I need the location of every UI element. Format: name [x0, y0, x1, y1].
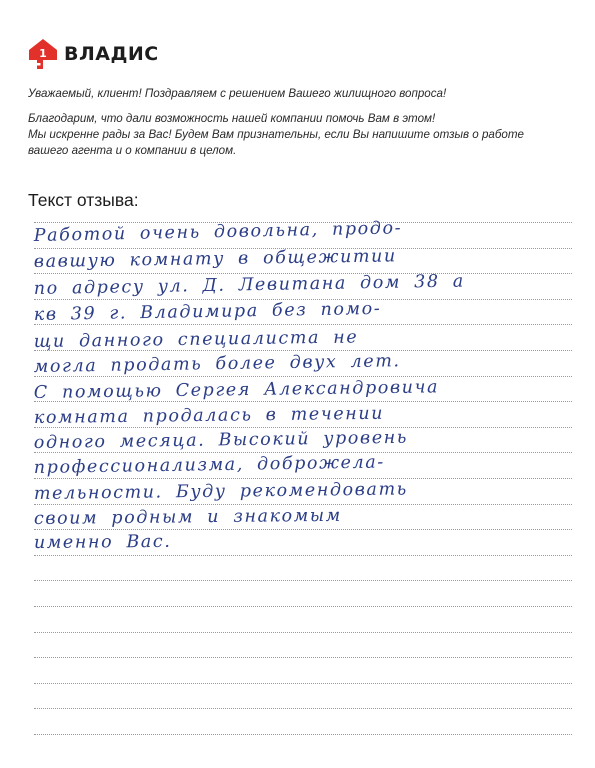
review-line: кв 39 г. Владимира без помо- — [33, 298, 382, 325]
review-line: комната продалась в течении — [33, 403, 385, 428]
review-line: по адресу ул. Д. Левитана дом 38 а — [33, 271, 466, 299]
review-line: одного месяца. Высокий уровень — [33, 427, 409, 453]
review-line: щи данного специалиста не — [33, 327, 359, 352]
review-line: С помощью Сергея Александровича — [33, 377, 440, 403]
review-line: тельности. Буду рекомендовать — [33, 479, 408, 504]
handwritten-review — [34, 0, 572, 768]
review-line: своим родным и знакомым — [33, 505, 342, 529]
intro-request-cont: вашего агента и о компании в целом. — [28, 144, 237, 157]
review-line: вавшую комнату в общежитии — [33, 246, 397, 272]
intro-thanks: Благодарим, что дали возможность нашей компании помочь Вам в этом! — [28, 112, 436, 125]
brand-name: ВЛАДИС — [64, 43, 159, 65]
review-line: именно Вас. — [33, 531, 172, 553]
review-heading: Текст отзыва: — [28, 190, 139, 210]
logo-digit: 1 — [39, 47, 47, 60]
review-line: профессионализма, доброжела- — [33, 452, 386, 478]
review-line: могла продать более двух лет. — [33, 351, 401, 377]
intro-request: Мы искренне рады за Вас! Будем Вам признательны, если Вы напишите отзыв о работе — [28, 128, 524, 141]
intro-greeting: Уважаемый, клиент! Поздравляем с решением Вашего жилищного вопроса! — [28, 87, 447, 100]
review-line: Работой очень довольна, продо- — [33, 218, 403, 246]
